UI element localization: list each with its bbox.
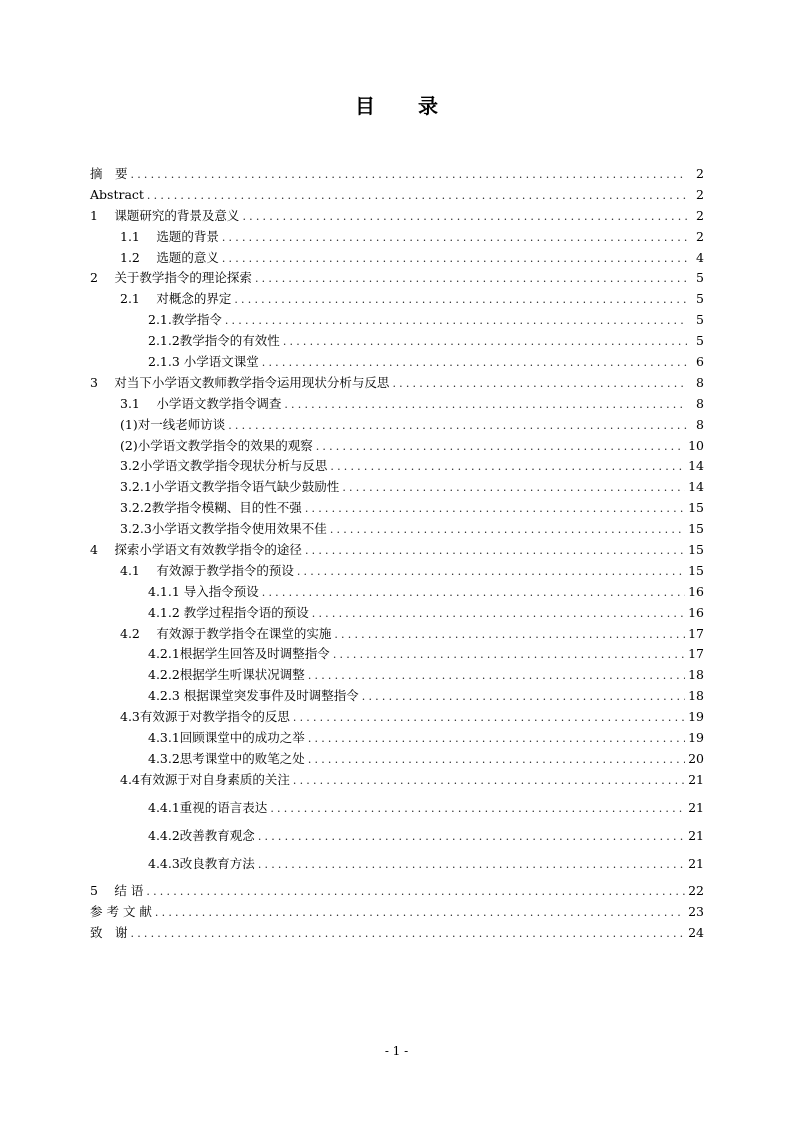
toc-entry-label: (2)小学语文教学指令的效果的观察 <box>120 437 313 453</box>
toc-entry[interactable] <box>90 923 704 944</box>
toc-entry[interactable] <box>90 686 704 707</box>
dot-leader <box>308 666 685 687</box>
dot-leader <box>147 186 687 207</box>
toc-entry[interactable] <box>90 227 704 248</box>
dot-leader <box>316 437 685 458</box>
toc-entry-label: 4.2 有效源于教学指令在课堂的实施 <box>120 625 332 641</box>
toc-entry-label: 3.2.2教学指令模糊、目的性不强 <box>120 500 302 516</box>
toc-entry-label: 2.1.2教学指令的有效性 <box>148 333 280 349</box>
toc-entry[interactable] <box>90 436 704 457</box>
toc-entry-page: 8 <box>696 374 704 390</box>
toc-entry-label: 4 探索小学语文有效教学指令的途径 <box>90 542 302 558</box>
toc-entry[interactable] <box>90 185 704 206</box>
page-number-footer: - 1 - <box>384 1044 409 1058</box>
dot-leader <box>270 799 685 820</box>
toc-entry-label: 4.3.2思考课堂中的败笔之处 <box>148 750 305 766</box>
toc-entry-page: 21 <box>688 827 704 843</box>
toc-entry-label: 致 谢 <box>90 925 128 941</box>
dot-leader <box>222 249 687 270</box>
toc-entry[interactable] <box>90 603 704 624</box>
dot-leader <box>333 645 685 666</box>
toc-entry-page: 15 <box>688 500 704 516</box>
dot-leader <box>131 165 687 186</box>
toc-entry-page: 18 <box>688 667 704 683</box>
dot-leader <box>330 520 685 541</box>
toc-entry-label: (1)对一线老师访谈 <box>120 416 226 432</box>
dot-leader <box>262 353 687 374</box>
toc-entry-label: 4.4有效源于对自身素质的关注 <box>120 771 290 787</box>
toc-entry[interactable] <box>90 881 704 902</box>
toc-entry[interactable] <box>90 477 704 498</box>
toc-entry[interactable] <box>90 902 704 923</box>
toc-entry-page: 21 <box>688 855 704 871</box>
toc-entry-page: 19 <box>688 709 704 725</box>
toc-entry-label: 4.1 有效源于教学指令的预设 <box>120 562 294 578</box>
toc-entry-page: 21 <box>688 771 704 787</box>
toc-entry[interactable] <box>90 498 704 519</box>
toc-entry[interactable] <box>90 331 704 352</box>
dot-leader <box>262 583 685 604</box>
dot-leader <box>234 290 687 311</box>
dot-leader <box>155 903 685 924</box>
toc-entry-page: 15 <box>688 542 704 558</box>
toc-entry-page: 24 <box>688 925 704 941</box>
toc-entry-label: 2 关于教学指令的理论探索 <box>90 270 252 286</box>
toc-entry-label: 3.1 小学语文教学指令调查 <box>120 395 282 411</box>
toc-entry-label: 4.4.3改良教育方法 <box>148 855 255 871</box>
page-title: 目 录 <box>355 94 456 118</box>
toc-entry[interactable] <box>90 770 704 791</box>
toc-entry-page: 15 <box>688 521 704 537</box>
toc-entry-page: 22 <box>688 883 704 899</box>
toc-entry-page: 5 <box>696 333 704 349</box>
dot-leader <box>312 604 685 625</box>
toc-entry-label: 4.2.1根据学生回答及时调整指令 <box>148 646 330 662</box>
toc-entry[interactable] <box>90 582 704 603</box>
toc-entry-page: 20 <box>688 750 704 766</box>
toc-entry-page: 16 <box>688 583 704 599</box>
toc-entry-page: 16 <box>688 604 704 620</box>
toc-entry[interactable] <box>90 164 704 185</box>
dot-leader <box>308 729 685 750</box>
toc-entry-page: 23 <box>688 904 704 920</box>
table-of-contents <box>90 164 704 944</box>
dot-leader <box>228 416 687 437</box>
toc-entry-page: 2 <box>696 228 704 244</box>
toc-entry[interactable] <box>90 394 704 415</box>
toc-entry[interactable] <box>90 798 704 819</box>
toc-entry-label: 3.2.3小学语文教学指令使用效果不佳 <box>120 521 327 537</box>
toc-entry-label: 1.1 选题的背景 <box>120 228 219 244</box>
toc-entry[interactable] <box>90 826 704 847</box>
toc-entry-label: 3.2.1小学语文教学指令语气缺少鼓励性 <box>120 479 340 495</box>
dot-leader <box>284 395 687 416</box>
toc-entry-label: 1 课题研究的背景及意义 <box>90 207 240 223</box>
toc-entry[interactable] <box>90 268 704 289</box>
dot-leader <box>146 882 685 903</box>
toc-entry-label: 4.2.3 根据课堂突发事件及时调整指令 <box>148 688 359 704</box>
dot-leader <box>293 708 685 729</box>
dot-leader <box>392 374 687 395</box>
dot-leader <box>305 541 685 562</box>
dot-leader <box>258 827 685 848</box>
toc-entry-page: 17 <box>688 646 704 662</box>
toc-entry-page: 2 <box>696 166 704 181</box>
dot-leader <box>131 924 686 945</box>
toc-entry-label: 1.2 选题的意义 <box>120 249 219 265</box>
toc-entry[interactable] <box>90 519 704 540</box>
toc-entry[interactable] <box>90 854 704 875</box>
toc-entry[interactable] <box>90 456 704 477</box>
dot-leader <box>242 207 687 228</box>
toc-entry[interactable] <box>90 665 704 686</box>
dot-leader <box>258 855 685 876</box>
toc-entry[interactable] <box>90 644 704 665</box>
toc-entry[interactable] <box>90 561 704 582</box>
toc-entry-label: 2.1.3 小学语文课堂 <box>148 354 259 370</box>
toc-entry-label: Abstract <box>90 186 144 202</box>
toc-entry-label: 4.1.2 教学过程指令语的预设 <box>148 604 309 620</box>
toc-entry-label: 4.3有效源于对教学指令的反思 <box>120 709 290 725</box>
toc-entry-page: 5 <box>696 291 704 307</box>
dot-leader <box>334 625 685 646</box>
toc-entry[interactable] <box>90 289 704 310</box>
toc-entry-page: 8 <box>696 395 704 411</box>
toc-entry-label: 4.1.1 导入指令预设 <box>148 583 259 599</box>
toc-entry-label: 3.2小学语文教学指令现状分析与反思 <box>120 458 328 474</box>
toc-entry[interactable] <box>90 352 704 373</box>
toc-entry-page: 19 <box>688 730 704 746</box>
toc-entry-page: 5 <box>696 270 704 286</box>
toc-entry[interactable] <box>90 728 704 749</box>
toc-entry[interactable] <box>90 373 704 394</box>
dot-leader <box>305 499 685 520</box>
dot-leader <box>297 562 685 583</box>
toc-entry-page: 14 <box>688 458 704 474</box>
dot-leader <box>255 269 687 290</box>
toc-entry-label: 2.1 对概念的界定 <box>120 291 232 307</box>
toc-entry-page: 4 <box>696 249 704 265</box>
toc-entry-page: 10 <box>688 437 704 453</box>
toc-entry-label: 3 对当下小学语文教师教学指令运用现状分析与反思 <box>90 374 390 390</box>
dot-leader <box>342 478 685 499</box>
toc-entry-page: 2 <box>696 186 704 202</box>
toc-entry-label: 2.1.教学指令 <box>148 312 222 328</box>
toc-entry-label: 4.4.1重视的语言表达 <box>148 799 268 815</box>
toc-entry[interactable] <box>90 624 704 645</box>
toc-entry-label: 参 考 文 献 <box>90 904 152 920</box>
dot-leader <box>330 457 685 478</box>
toc-entry-label: 4.3.1回顾课堂中的成功之举 <box>148 730 305 746</box>
dot-leader <box>362 687 685 708</box>
toc-entry-label: 4.2.2根据学生听课状况调整 <box>148 667 305 683</box>
toc-entry-page: 8 <box>696 416 704 432</box>
toc-entry[interactable] <box>90 749 704 770</box>
toc-entry[interactable] <box>90 248 704 269</box>
toc-entry[interactable] <box>90 310 704 331</box>
toc-entry-label: 4.4.2改善教育观念 <box>148 827 255 843</box>
toc-entry-page: 2 <box>696 207 704 223</box>
dot-leader <box>293 771 685 792</box>
toc-entry-page: 14 <box>688 479 704 495</box>
toc-entry-page: 5 <box>696 312 704 328</box>
toc-entry-page: 15 <box>688 562 704 578</box>
toc-entry[interactable] <box>90 415 704 436</box>
dot-leader <box>308 750 685 771</box>
toc-entry-page: 6 <box>696 354 704 370</box>
toc-entry-page: 21 <box>688 799 704 815</box>
toc-entry-label: 摘 要 <box>90 166 128 181</box>
toc-entry[interactable] <box>90 707 704 728</box>
dot-leader <box>225 311 687 332</box>
dot-leader <box>283 332 687 353</box>
toc-entry-label: 5 结 语 <box>90 883 144 899</box>
toc-entry[interactable] <box>90 540 704 561</box>
dot-leader <box>222 228 687 249</box>
toc-entry-page: 18 <box>688 688 704 704</box>
toc-entry[interactable] <box>90 206 704 227</box>
toc-entry-page: 17 <box>688 625 704 641</box>
